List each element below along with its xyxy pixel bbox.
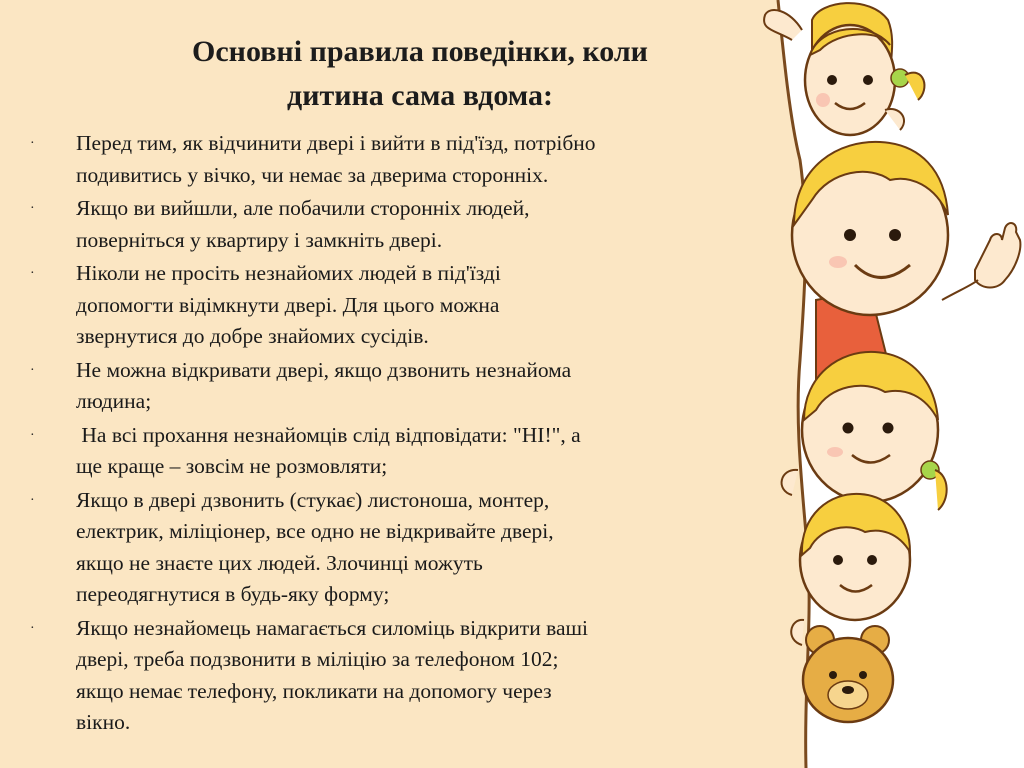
rule-line: якщо немає телефону, покликати на допомогу через [76, 678, 552, 703]
bullet-icon: · [30, 266, 35, 281]
rule-line: допомогти відімкнути двері. Для цього можна [76, 292, 500, 317]
title-line-1: Основні правила поведінки, коли [192, 35, 648, 68]
rule-line: подивитись у вічко, чи немає за дверима сторонніх. [76, 162, 549, 187]
list-item [30, 193, 750, 256]
list-item [30, 613, 750, 739]
page-title [120, 30, 720, 118]
rule-line: Не можна відкривати двері, якщо дзвонить незнайома [76, 357, 572, 382]
rule-line: переодягнутися в будь-яку форму; [76, 582, 390, 606]
rule-line: На всі прохання незнайомців слід відповідати: "НІ!", а [76, 422, 581, 447]
title-line-2: дитина сама вдома: [287, 79, 553, 112]
bullet-icon: · [30, 201, 35, 216]
list-item [30, 420, 750, 483]
rule-line: ще краще – зовсім не розмовляти; [76, 454, 388, 478]
list-item [30, 485, 750, 611]
bullet-icon: · [30, 362, 35, 378]
bullet-icon: · [30, 620, 35, 636]
rule-line: Ніколи не просіть незнайомих людей в під'їзді [76, 261, 501, 285]
rule-line: Перед тим, як відчинити двері і вийти в під'їзд, потрібно [76, 131, 596, 155]
rule-line: Якщо ви вийшли, але побачили сторонніх людей, [76, 196, 530, 220]
teddy-bear-icon [803, 626, 893, 722]
list-item [30, 258, 750, 353]
list-item [30, 128, 750, 191]
rule-line: якщо не знаєте цих людей. Злочинці можуть [76, 550, 483, 575]
bullet-icon: · [30, 492, 35, 508]
rule-line: поверніться у квартиру і замкніть двері. [76, 227, 443, 252]
bullet-icon: · [30, 136, 35, 151]
rule-line: Якщо в двері дзвонить (стукає) листоноша, монтер, [76, 487, 550, 512]
rule-line: двері, треба подзвонити в міліцію за телефоном 102; [76, 647, 559, 671]
children-peeking-illustration [720, 0, 1024, 768]
rules-list [30, 128, 750, 741]
rule-line: вікно. [76, 710, 131, 734]
list-item [30, 355, 750, 418]
rule-line: електрик, міліціонер, все одно не відкривайте двері, [76, 519, 554, 543]
rule-line: Якщо незнайомець намагається силоміць відкрити ваші [76, 615, 589, 640]
bullet-icon: · [30, 427, 35, 443]
rule-line: звернутися до добре знайомих сусідів. [76, 324, 429, 348]
rule-line: людина; [76, 389, 152, 413]
